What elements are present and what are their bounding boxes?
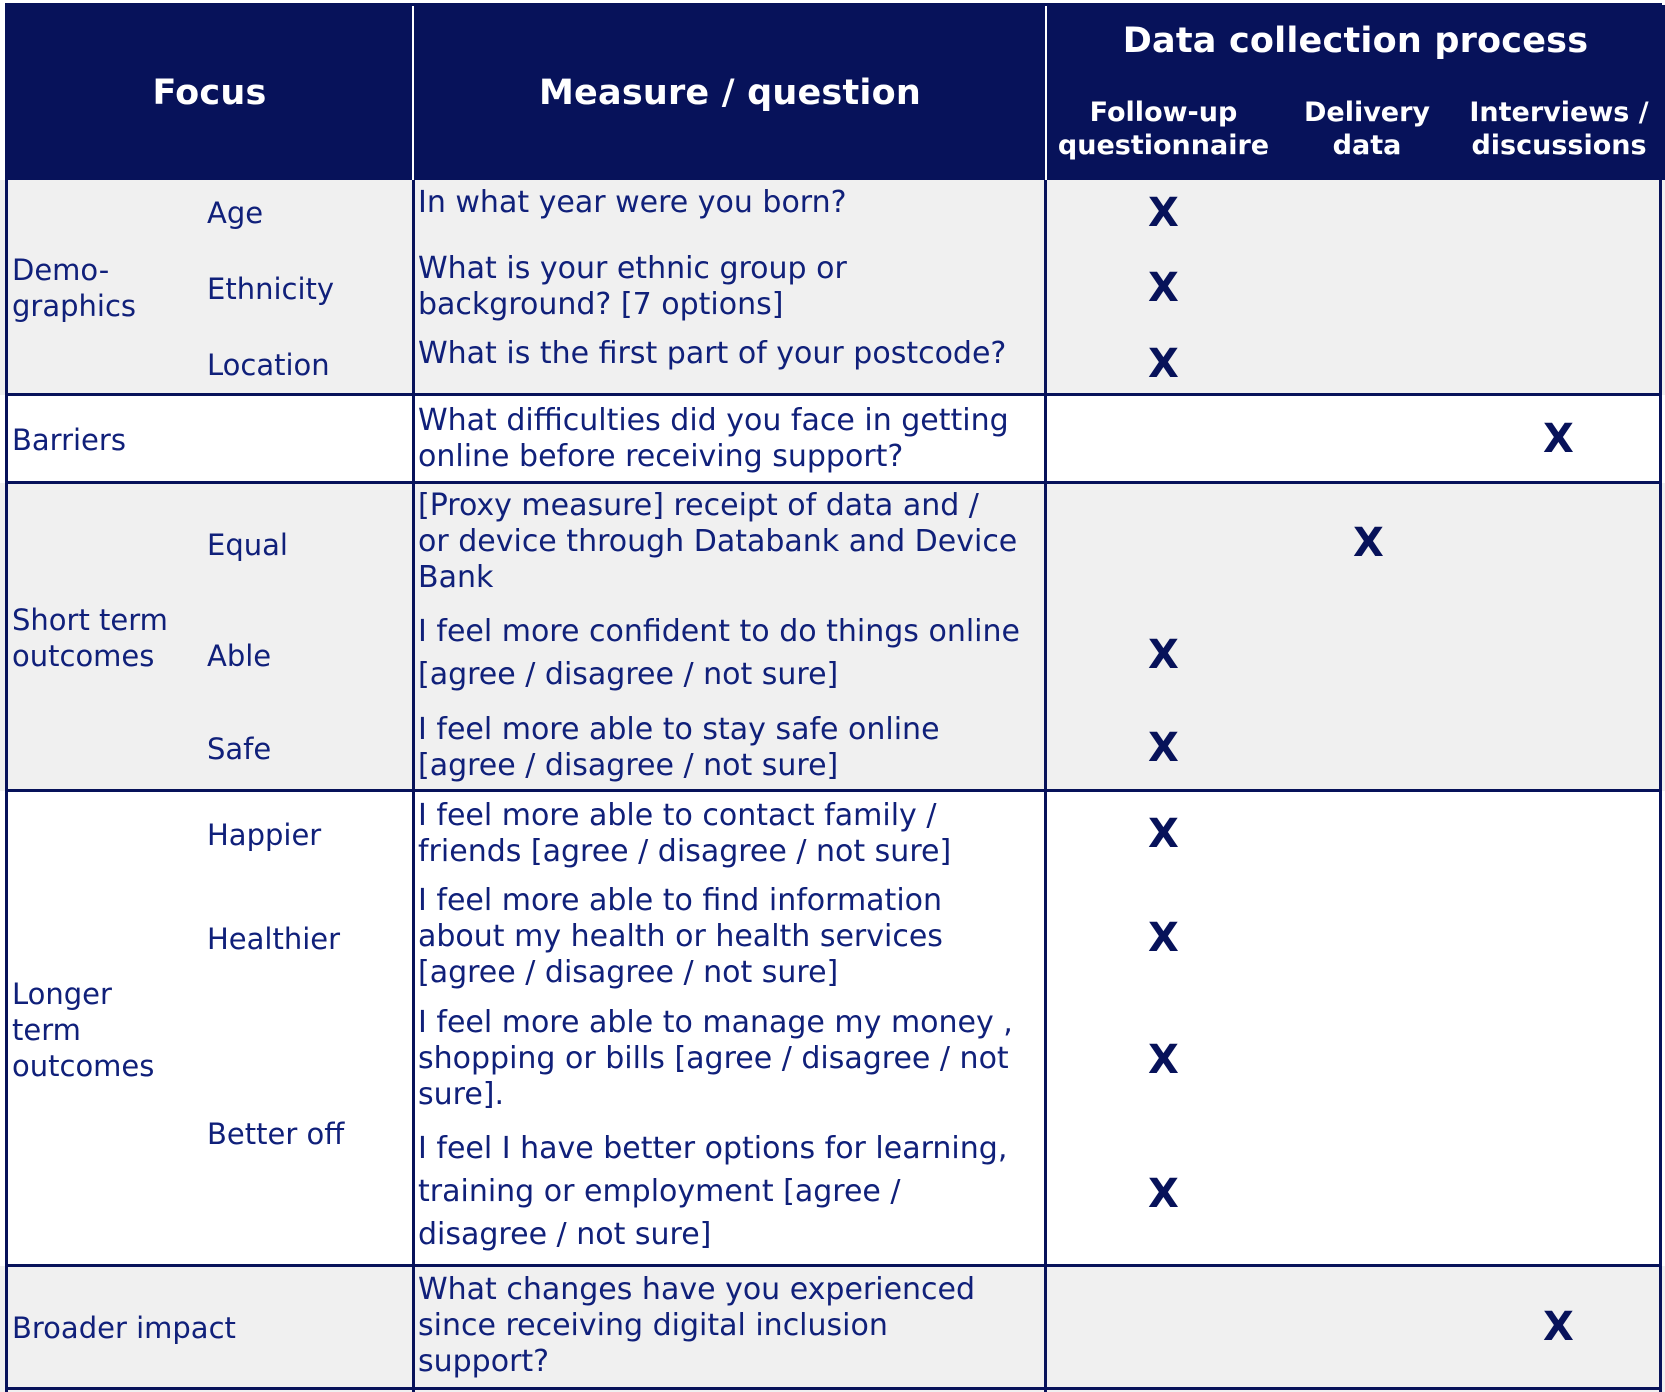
question: What is your ethnic group or background? [7 options]: [418, 251, 847, 322]
check-mark: X: [1353, 520, 1384, 566]
check-mark: X: [1148, 725, 1179, 771]
question: I feel more able to stay safe online [agree / disagree / not sure]: [418, 712, 940, 783]
group-label: Broader impact: [12, 1311, 236, 1345]
check-mark: X: [1148, 1037, 1179, 1083]
group-label: Longer term outcomes: [12, 977, 155, 1083]
check-mark: X: [1148, 190, 1179, 236]
grid-line: [5, 3, 1662, 6]
check-mark: X: [1148, 265, 1179, 311]
grid-line: [1659, 5, 1662, 1392]
focus-label: Ethnicity: [207, 272, 335, 306]
focus-label: Happier: [207, 818, 322, 852]
group-label: Barriers: [12, 423, 126, 457]
group-label: Demo- graphics: [12, 253, 137, 323]
question: I feel more able to find information about my health or health services [agree / disagree / not sure]: [418, 883, 943, 990]
header-col-delivery: [1281, 77, 1453, 180]
grid-line: [1045, 5, 1047, 180]
question: I feel I have better options for learning, training or employment [agree / disagree / not sure]: [418, 1131, 1008, 1252]
question: What is the first part of your postcode?: [418, 336, 1007, 371]
focus-label: Location: [207, 348, 330, 382]
question: What difficulties did you face in getting online before receiving support?: [418, 403, 1009, 474]
check-mark: X: [1148, 341, 1179, 387]
focus-label: Healthier: [207, 922, 341, 956]
question: I feel more able to manage my money , shopping or bills [agree / disagree / not sure].: [418, 1005, 1013, 1112]
header-focus: Focus: [5, 5, 414, 180]
grid-line: [5, 393, 1662, 396]
header-col-interviews: [1453, 77, 1665, 180]
grid-line: [1044, 180, 1047, 1392]
header-col-followup-label: Follow-up questionnaire: [1057, 96, 1270, 161]
grid-line: [5, 1387, 1662, 1390]
grid-line: [5, 789, 1662, 792]
check-mark: X: [1148, 1171, 1179, 1217]
check-mark: X: [1543, 1304, 1574, 1350]
header-measure: Measure / question: [414, 5, 1046, 180]
focus-label: Able: [207, 639, 272, 673]
focus-label: Better off: [207, 1117, 345, 1151]
focus-label: Safe: [207, 732, 272, 766]
check-mark: X: [1148, 915, 1179, 961]
group-label: Short term outcomes: [12, 603, 168, 673]
header-col-interviews-label: Interviews / discussions: [1469, 96, 1649, 161]
grid-line: [5, 481, 1662, 484]
grid-line: [5, 5, 8, 1392]
header-col-followup: [1046, 77, 1281, 180]
header-process: Data collection process: [1046, 5, 1665, 77]
check-mark: X: [1148, 632, 1179, 678]
question: What changes have you experienced since receiving digital inclusion support?: [418, 1272, 976, 1379]
question: I feel more able to contact family / friends [agree / disagree / not sure]: [418, 798, 952, 869]
grid-line: [5, 1264, 1662, 1267]
focus-label: Age: [207, 196, 264, 230]
question: I feel more confident to do things online [agree / disagree / not sure]: [418, 614, 1020, 692]
grid-line: [412, 180, 415, 1392]
header-col-delivery-label: Delivery data: [1303, 96, 1431, 161]
check-mark: X: [1543, 416, 1574, 462]
question: In what year were you born?: [418, 185, 847, 220]
focus-label: Equal: [207, 528, 288, 562]
check-mark: X: [1148, 811, 1179, 857]
question: [Proxy measure] receipt of data and / or device through Databank and Device Bank: [418, 488, 1018, 595]
